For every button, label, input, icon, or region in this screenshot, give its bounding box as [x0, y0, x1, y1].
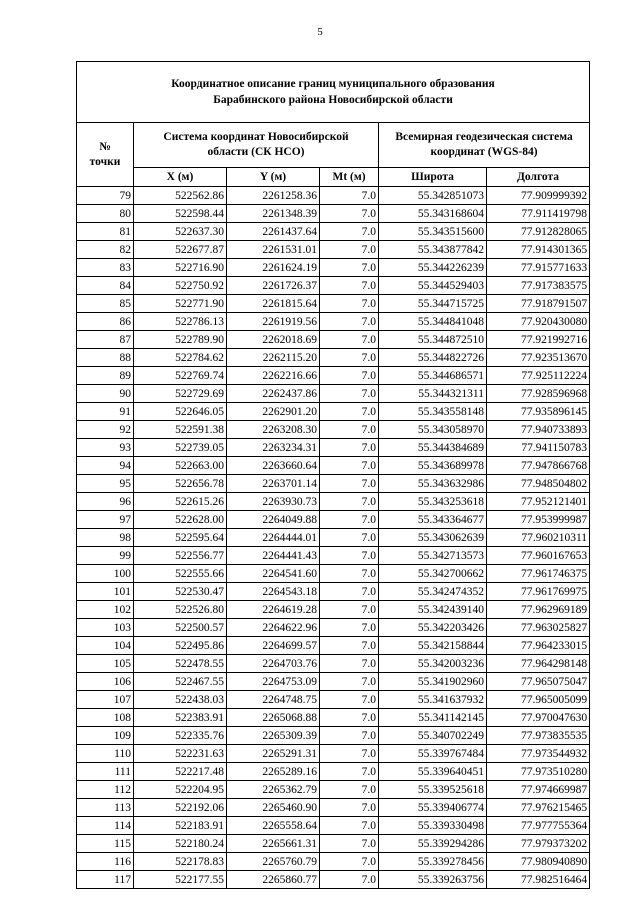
latitude-cell: 55.344529403 — [379, 277, 487, 295]
mt-cell: 7.0 — [320, 277, 379, 295]
point-number-cell: 90 — [77, 385, 134, 403]
y-cell: 2262018.69 — [227, 331, 320, 349]
latitude-cell: 55.344715725 — [379, 295, 487, 313]
point-number-cell: 82 — [77, 241, 134, 259]
y-cell: 2262115.20 — [227, 349, 320, 367]
x-cell: 522335.76 — [134, 727, 227, 745]
table-row — [77, 457, 590, 475]
x-cell: 522530.47 — [134, 583, 227, 601]
longitude-cell: 77.961746375 — [487, 565, 590, 583]
mt-cell: 7.0 — [320, 835, 379, 853]
nso-system-header: Система координат Новосибирской области (СК НСО) — [134, 123, 379, 168]
longitude-cell: 77.965075047 — [487, 673, 590, 691]
point-number-cell: 117 — [77, 871, 134, 889]
point-number-cell: 79 — [77, 187, 134, 205]
point-number-cell: 103 — [77, 619, 134, 637]
x-header: X (м) — [134, 168, 227, 187]
x-cell: 522183.91 — [134, 817, 227, 835]
y-cell: 2264543.18 — [227, 583, 320, 601]
table-row — [77, 709, 590, 727]
y-cell: 2264699.57 — [227, 637, 320, 655]
point-number-cell: 98 — [77, 529, 134, 547]
latitude-cell: 55.343253618 — [379, 493, 487, 511]
mt-cell: 7.0 — [320, 619, 379, 637]
latitude-cell: 55.339278456 — [379, 853, 487, 871]
point-number-cell: 99 — [77, 547, 134, 565]
longitude-cell: 77.973510280 — [487, 763, 590, 781]
point-number-cell: 114 — [77, 817, 134, 835]
table-row — [77, 835, 590, 853]
title-line-2: Барабинского района Новосибирской области — [213, 94, 453, 106]
mt-cell: 7.0 — [320, 331, 379, 349]
table-row — [77, 403, 590, 421]
y-cell: 2263701.14 — [227, 475, 320, 493]
longitude-cell: 77.947866768 — [487, 457, 590, 475]
x-cell: 522646.05 — [134, 403, 227, 421]
mt-cell: 7.0 — [320, 241, 379, 259]
table-row — [77, 547, 590, 565]
x-cell: 522769.74 — [134, 367, 227, 385]
table-row — [77, 331, 590, 349]
mt-cell: 7.0 — [320, 403, 379, 421]
mt-cell: 7.0 — [320, 655, 379, 673]
mt-cell: 7.0 — [320, 439, 379, 457]
mt-cell: 7.0 — [320, 781, 379, 799]
table-row — [77, 421, 590, 439]
x-cell: 522784.62 — [134, 349, 227, 367]
point-number-cell: 80 — [77, 205, 134, 223]
y-cell: 2261815.64 — [227, 295, 320, 313]
latitude-cell: 55.343364677 — [379, 511, 487, 529]
table-row — [77, 583, 590, 601]
x-cell: 522591.38 — [134, 421, 227, 439]
y-cell: 2261624.19 — [227, 259, 320, 277]
mt-cell: 7.0 — [320, 223, 379, 241]
x-cell: 522786.13 — [134, 313, 227, 331]
y-cell: 2264541.60 — [227, 565, 320, 583]
x-cell: 522598.44 — [134, 205, 227, 223]
point-number-cell: 116 — [77, 853, 134, 871]
table-row — [77, 349, 590, 367]
table-row — [77, 565, 590, 583]
longitude-cell: 77.909999392 — [487, 187, 590, 205]
longitude-cell: 77.952121401 — [487, 493, 590, 511]
point-number-cell: 102 — [77, 601, 134, 619]
longitude-header: Долгота — [487, 168, 590, 187]
point-number-cell: 106 — [77, 673, 134, 691]
table-title — [77, 62, 590, 123]
mt-cell: 7.0 — [320, 475, 379, 493]
x-cell: 522789.90 — [134, 331, 227, 349]
table-row — [77, 475, 590, 493]
latitude-cell: 55.341637932 — [379, 691, 487, 709]
point-number-cell: 107 — [77, 691, 134, 709]
mt-cell: 7.0 — [320, 583, 379, 601]
point-number-cell: 113 — [77, 799, 134, 817]
x-cell: 522637.30 — [134, 223, 227, 241]
mt-cell: 7.0 — [320, 871, 379, 889]
latitude-cell: 55.344384689 — [379, 439, 487, 457]
table-row — [77, 223, 590, 241]
x-cell: 522495.86 — [134, 637, 227, 655]
y-cell: 2265068.88 — [227, 709, 320, 727]
longitude-cell: 77.961769975 — [487, 583, 590, 601]
y-cell: 2264748.75 — [227, 691, 320, 709]
y-cell: 2264444.01 — [227, 529, 320, 547]
point-number-cell: 83 — [77, 259, 134, 277]
point-number-cell: 112 — [77, 781, 134, 799]
point-number-cell: 88 — [77, 349, 134, 367]
longitude-cell: 77.918791507 — [487, 295, 590, 313]
point-number-cell: 115 — [77, 835, 134, 853]
longitude-cell: 77.970047630 — [487, 709, 590, 727]
longitude-cell: 77.963025827 — [487, 619, 590, 637]
mt-cell: 7.0 — [320, 817, 379, 835]
y-cell: 2265291.31 — [227, 745, 320, 763]
latitude-cell: 55.344841048 — [379, 313, 487, 331]
y-cell: 2264753.09 — [227, 673, 320, 691]
table-row — [77, 637, 590, 655]
mt-cell: 7.0 — [320, 493, 379, 511]
mt-cell: 7.0 — [320, 295, 379, 313]
table-row — [77, 529, 590, 547]
mt-cell: 7.0 — [320, 313, 379, 331]
x-cell: 522177.55 — [134, 871, 227, 889]
latitude-cell: 55.342851073 — [379, 187, 487, 205]
point-number-cell: 91 — [77, 403, 134, 421]
point-number-cell: 111 — [77, 763, 134, 781]
longitude-cell: 77.965005099 — [487, 691, 590, 709]
mt-cell: 7.0 — [320, 367, 379, 385]
point-number-cell: 100 — [77, 565, 134, 583]
mt-cell: 7.0 — [320, 421, 379, 439]
x-cell: 522628.00 — [134, 511, 227, 529]
y-cell: 2264441.43 — [227, 547, 320, 565]
longitude-cell: 77.935896145 — [487, 403, 590, 421]
y-cell: 2261726.37 — [227, 277, 320, 295]
point-number-cell: 81 — [77, 223, 134, 241]
longitude-cell: 77.912828065 — [487, 223, 590, 241]
latitude-cell: 55.342474352 — [379, 583, 487, 601]
x-cell: 522231.63 — [134, 745, 227, 763]
table-row — [77, 205, 590, 223]
latitude-cell: 55.344686571 — [379, 367, 487, 385]
table-row — [77, 799, 590, 817]
table-row — [77, 439, 590, 457]
latitude-cell: 55.339294286 — [379, 835, 487, 853]
x-cell: 522467.55 — [134, 673, 227, 691]
latitude-cell: 55.344872510 — [379, 331, 487, 349]
y-cell: 2263660.64 — [227, 457, 320, 475]
latitude-cell: 55.339767484 — [379, 745, 487, 763]
mt-cell: 7.0 — [320, 457, 379, 475]
point-number-header: № точки — [77, 123, 134, 187]
table-row — [77, 601, 590, 619]
x-cell: 522217.48 — [134, 763, 227, 781]
x-cell: 522663.00 — [134, 457, 227, 475]
x-cell: 522192.06 — [134, 799, 227, 817]
mt-cell: 7.0 — [320, 187, 379, 205]
table-row — [77, 817, 590, 835]
latitude-cell: 55.341902960 — [379, 673, 487, 691]
table-row — [77, 727, 590, 745]
longitude-cell: 77.920430080 — [487, 313, 590, 331]
y-cell: 2262901.20 — [227, 403, 320, 421]
point-number-cell: 108 — [77, 709, 134, 727]
x-cell: 522438.03 — [134, 691, 227, 709]
table-row — [77, 277, 590, 295]
longitude-cell: 77.948504802 — [487, 475, 590, 493]
table-row — [77, 619, 590, 637]
x-cell: 522615.26 — [134, 493, 227, 511]
point-number-cell: 110 — [77, 745, 134, 763]
mt-cell: 7.0 — [320, 799, 379, 817]
longitude-cell: 77.973835535 — [487, 727, 590, 745]
longitude-cell: 77.960167653 — [487, 547, 590, 565]
mt-header: Mt (м) — [320, 168, 379, 187]
y-cell: 2265558.64 — [227, 817, 320, 835]
latitude-header: Широта — [379, 168, 487, 187]
table-row — [77, 187, 590, 205]
latitude-cell: 55.343689978 — [379, 457, 487, 475]
longitude-cell: 77.921992716 — [487, 331, 590, 349]
x-cell: 522677.87 — [134, 241, 227, 259]
longitude-cell: 77.960210311 — [487, 529, 590, 547]
latitude-cell: 55.341142145 — [379, 709, 487, 727]
x-cell: 522204.95 — [134, 781, 227, 799]
table-row — [77, 295, 590, 313]
point-number-cell: 84 — [77, 277, 134, 295]
mt-cell: 7.0 — [320, 709, 379, 727]
latitude-cell: 55.344822726 — [379, 349, 487, 367]
y-cell: 2265860.77 — [227, 871, 320, 889]
mt-cell: 7.0 — [320, 349, 379, 367]
mt-cell: 7.0 — [320, 637, 379, 655]
latitude-cell: 55.342203426 — [379, 619, 487, 637]
mt-cell: 7.0 — [320, 763, 379, 781]
y-cell: 2265309.39 — [227, 727, 320, 745]
x-cell: 522478.55 — [134, 655, 227, 673]
latitude-cell: 55.339330498 — [379, 817, 487, 835]
y-cell: 2261437.64 — [227, 223, 320, 241]
latitude-cell: 55.342713573 — [379, 547, 487, 565]
longitude-cell: 77.917383575 — [487, 277, 590, 295]
latitude-cell: 55.343062639 — [379, 529, 487, 547]
table-row — [77, 313, 590, 331]
x-cell: 522178.83 — [134, 853, 227, 871]
y-cell: 2261258.36 — [227, 187, 320, 205]
longitude-cell: 77.911419798 — [487, 205, 590, 223]
longitude-cell: 77.964233015 — [487, 637, 590, 655]
longitude-cell: 77.953999987 — [487, 511, 590, 529]
longitude-cell: 77.941150783 — [487, 439, 590, 457]
y-cell: 2265661.31 — [227, 835, 320, 853]
y-cell: 2265362.79 — [227, 781, 320, 799]
table-row — [77, 655, 590, 673]
table-row — [77, 673, 590, 691]
longitude-cell: 77.923513670 — [487, 349, 590, 367]
point-number-cell: 101 — [77, 583, 134, 601]
y-header: Y (м) — [227, 168, 320, 187]
longitude-cell: 77.973544932 — [487, 745, 590, 763]
x-cell: 522595.64 — [134, 529, 227, 547]
table-row — [77, 853, 590, 871]
point-number-cell: 86 — [77, 313, 134, 331]
table-row — [77, 511, 590, 529]
latitude-cell: 55.342700662 — [379, 565, 487, 583]
y-cell: 2265760.79 — [227, 853, 320, 871]
point-number-cell: 109 — [77, 727, 134, 745]
mt-cell: 7.0 — [320, 673, 379, 691]
latitude-cell: 55.344321311 — [379, 385, 487, 403]
table-row — [77, 259, 590, 277]
x-cell: 522526.80 — [134, 601, 227, 619]
y-cell: 2265460.90 — [227, 799, 320, 817]
y-cell: 2262216.66 — [227, 367, 320, 385]
point-number-cell: 105 — [77, 655, 134, 673]
y-cell: 2265289.16 — [227, 763, 320, 781]
y-cell: 2261919.56 — [227, 313, 320, 331]
y-cell: 2264619.28 — [227, 601, 320, 619]
longitude-cell: 77.928596968 — [487, 385, 590, 403]
y-cell: 2264703.76 — [227, 655, 320, 673]
x-cell: 522562.86 — [134, 187, 227, 205]
longitude-cell: 77.979373202 — [487, 835, 590, 853]
mt-cell: 7.0 — [320, 601, 379, 619]
y-cell: 2262437.86 — [227, 385, 320, 403]
table-row — [77, 763, 590, 781]
longitude-cell: 77.914301365 — [487, 241, 590, 259]
point-number-cell: 97 — [77, 511, 134, 529]
latitude-cell: 55.343168604 — [379, 205, 487, 223]
x-cell: 522500.57 — [134, 619, 227, 637]
mt-cell: 7.0 — [320, 205, 379, 223]
page-number: 5 — [317, 26, 323, 38]
longitude-cell: 77.982516464 — [487, 871, 590, 889]
latitude-cell: 55.339640451 — [379, 763, 487, 781]
y-cell: 2261348.39 — [227, 205, 320, 223]
latitude-cell: 55.340702249 — [379, 727, 487, 745]
longitude-cell: 77.974669987 — [487, 781, 590, 799]
x-cell: 522716.90 — [134, 259, 227, 277]
longitude-cell: 77.964298148 — [487, 655, 590, 673]
table-row — [77, 493, 590, 511]
longitude-cell: 77.925112224 — [487, 367, 590, 385]
table-row — [77, 871, 590, 889]
y-cell: 2261531.01 — [227, 241, 320, 259]
latitude-cell: 55.343058970 — [379, 421, 487, 439]
x-cell: 522739.05 — [134, 439, 227, 457]
latitude-cell: 55.339525618 — [379, 781, 487, 799]
table-row — [77, 691, 590, 709]
mt-cell: 7.0 — [320, 745, 379, 763]
table-body — [77, 187, 590, 889]
x-cell: 522656.78 — [134, 475, 227, 493]
latitude-cell: 55.343877842 — [379, 241, 487, 259]
point-number-cell: 85 — [77, 295, 134, 313]
table-row — [77, 241, 590, 259]
latitude-cell: 55.342439140 — [379, 601, 487, 619]
point-number-cell: 89 — [77, 367, 134, 385]
x-cell: 522180.24 — [134, 835, 227, 853]
table-row — [77, 367, 590, 385]
table-row — [77, 385, 590, 403]
title-line-1: Координатное описание границ муниципального образования — [171, 78, 495, 90]
longitude-cell: 77.976215465 — [487, 799, 590, 817]
longitude-cell: 77.980940890 — [487, 853, 590, 871]
longitude-cell: 77.977755364 — [487, 817, 590, 835]
y-cell: 2264049.88 — [227, 511, 320, 529]
mt-cell: 7.0 — [320, 853, 379, 871]
y-cell: 2263208.30 — [227, 421, 320, 439]
table-row — [77, 781, 590, 799]
x-cell: 522771.90 — [134, 295, 227, 313]
point-number-cell: 96 — [77, 493, 134, 511]
longitude-cell: 77.915771633 — [487, 259, 590, 277]
point-number-cell: 104 — [77, 637, 134, 655]
mt-cell: 7.0 — [320, 547, 379, 565]
longitude-cell: 77.962969189 — [487, 601, 590, 619]
point-number-cell: 92 — [77, 421, 134, 439]
x-cell: 522729.69 — [134, 385, 227, 403]
latitude-cell: 55.339263756 — [379, 871, 487, 889]
longitude-cell: 77.940733893 — [487, 421, 590, 439]
latitude-cell: 55.343558148 — [379, 403, 487, 421]
mt-cell: 7.0 — [320, 259, 379, 277]
wgs-system-header: Всемирная геодезическая система координат (WGS-84) — [379, 123, 590, 168]
point-number-cell: 93 — [77, 439, 134, 457]
y-cell: 2263930.73 — [227, 493, 320, 511]
x-cell: 522556.77 — [134, 547, 227, 565]
latitude-cell: 55.343632986 — [379, 475, 487, 493]
mt-cell: 7.0 — [320, 727, 379, 745]
point-number-cell: 95 — [77, 475, 134, 493]
coordinates-table — [76, 61, 590, 889]
mt-cell: 7.0 — [320, 511, 379, 529]
x-cell: 522555.66 — [134, 565, 227, 583]
mt-cell: 7.0 — [320, 691, 379, 709]
y-cell: 2264622.96 — [227, 619, 320, 637]
mt-cell: 7.0 — [320, 529, 379, 547]
mt-cell: 7.0 — [320, 385, 379, 403]
y-cell: 2263234.31 — [227, 439, 320, 457]
latitude-cell: 55.339406774 — [379, 799, 487, 817]
latitude-cell: 55.344226239 — [379, 259, 487, 277]
latitude-cell: 55.343515600 — [379, 223, 487, 241]
latitude-cell: 55.342003236 — [379, 655, 487, 673]
point-number-cell: 94 — [77, 457, 134, 475]
x-cell: 522383.91 — [134, 709, 227, 727]
point-number-cell: 87 — [77, 331, 134, 349]
x-cell: 522750.92 — [134, 277, 227, 295]
latitude-cell: 55.342158844 — [379, 637, 487, 655]
table-row — [77, 745, 590, 763]
mt-cell: 7.0 — [320, 565, 379, 583]
